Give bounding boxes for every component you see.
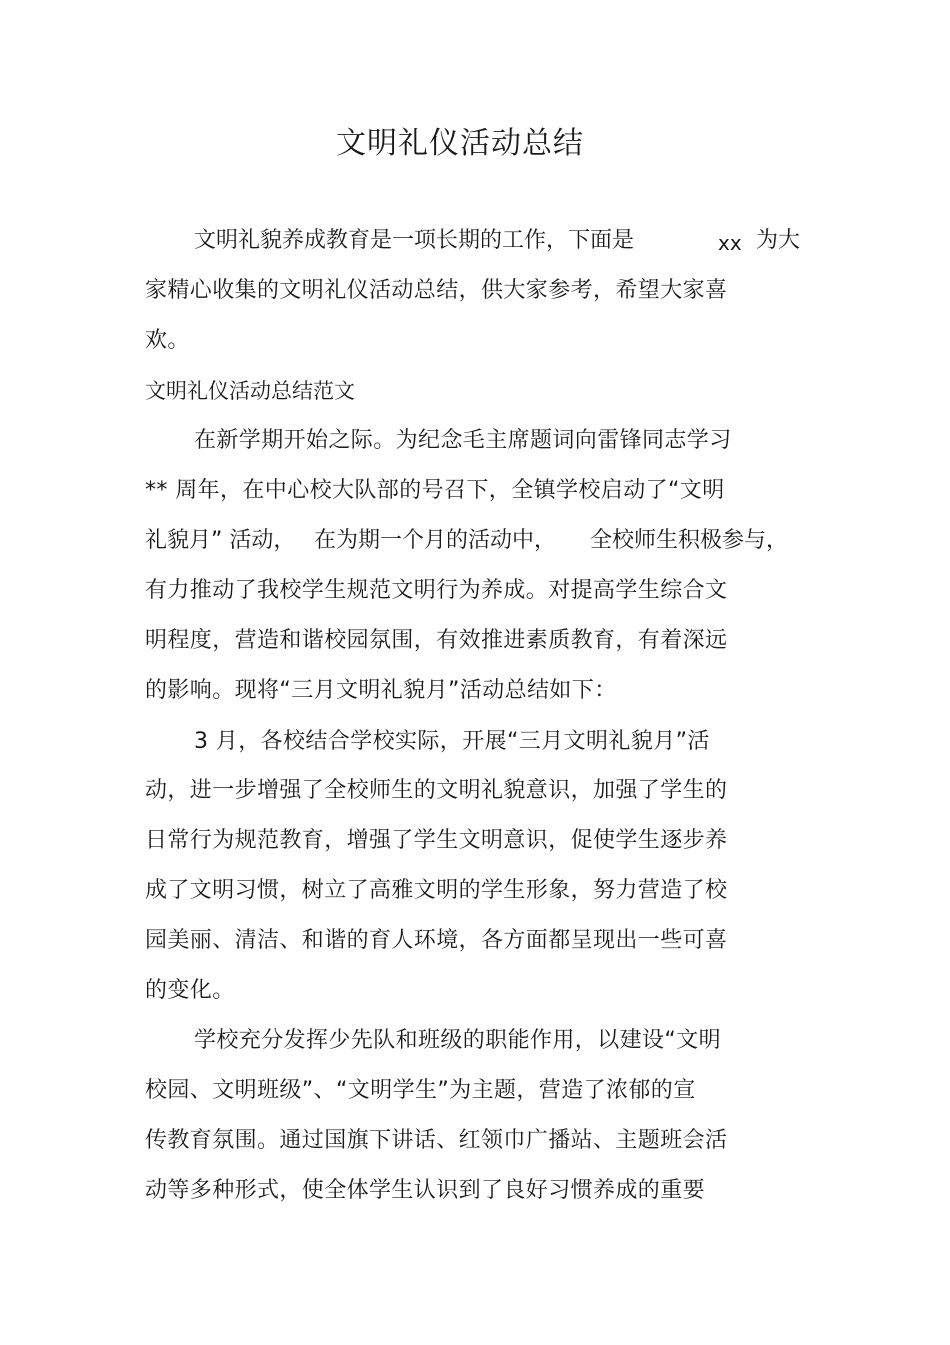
paragraph-2-line-6: 的变化。: [145, 978, 235, 1003]
paragraph-1-line-3-part-3: 全校师生积极参与，: [590, 528, 789, 553]
paragraph-1-line-6: 的影响。现将“三月文明礼貌月”活动总结如下：: [145, 678, 617, 703]
intro-line-1-part-3: 为大: [756, 228, 801, 253]
intro-line-3: 欢。: [145, 328, 190, 353]
paragraph-2-line-5: 园美丽、清洁、和谐的育人环境，各方面都呈现出一些可喜: [145, 928, 728, 953]
paragraph-2-line-2: 动，进一步增强了全校师生的文明礼貌意识，加强了学生的: [145, 778, 728, 803]
paragraph-1-line-1: 在新学期开始之际。为纪念毛主席题词向雷锋同志学习: [194, 428, 732, 453]
intro-line-1-placeholder: xx: [718, 231, 742, 255]
paragraph-1-line-5: 明程度，营造和谐校园氛围，有效推进素质教育，有着深远: [145, 628, 728, 653]
paragraph-2-line-3: 日常行为规范教育，增强了学生文明意识，促使学生逐步养: [145, 828, 728, 853]
paragraph-3-line-3: 传教育氛围。通过国旗下讲话、红领巾广播站、主题班会活: [145, 1128, 728, 1153]
intro-line-1-part-1: 文明礼貌养成教育是一项长期的工作，下面是: [194, 228, 635, 253]
intro-line-2: 家精心收集的文明礼仪活动总结，供大家参考，希望大家喜: [145, 278, 728, 303]
paragraph-3-line-4: 动等多种形式，使全体学生认识到了良好习惯养成的重要: [145, 1178, 706, 1203]
document-title: 文明礼仪活动总结: [336, 126, 584, 161]
paragraph-1-line-4: 有力推动了我校学生规范文明行为养成。对提高学生综合文: [145, 578, 728, 603]
paragraph-1-line-3-part-2: 在为期一个月的活动中，: [314, 528, 557, 553]
paragraph-3-line-2: 校园、文明班级”、“文明学生”为主题，营造了浓郁的宣: [145, 1078, 696, 1103]
paragraph-1-line-2: ** 周年，在中心校大队部的号召下，全镇学校启动了“文明: [145, 478, 725, 503]
paragraph-2-line-1: 3 月，各校结合学校实际，开展“三月文明礼貌月”活: [194, 729, 710, 754]
section-heading: 文明礼仪活动总结范文: [145, 379, 355, 403]
paragraph-3-line-1: 学校充分发挥少先队和班级的职能作用，以建设“文明: [194, 1028, 721, 1053]
paragraph-2-line-4: 成了文明习惯，树立了高雅文明的学生形象，努力营造了校: [145, 878, 728, 903]
paragraph-1-line-3-part-1: 礼貌月” 活动，: [145, 528, 296, 553]
